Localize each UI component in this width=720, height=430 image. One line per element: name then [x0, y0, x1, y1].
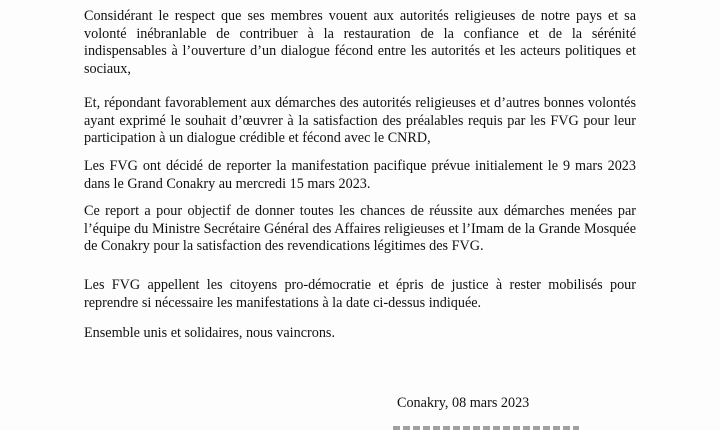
place-date: Conakry, 08 mars 2023 [397, 395, 530, 411]
paragraph-considerant: Considérant le respect que ses membres vouent aux autorités religieuses de notre pays et sa volonté inébranlable de contribuer à la restauration de la confiance et de la sérénité indispensables à l’ouverture d’un dialogue fécond entre les autorités et les acteurs politiques et sociaux, [84, 8, 636, 77]
paragraph-appel: Les FVG appellent les citoyens pro-démocratie et épris de justice à rester mobilisés pour reprendre si nécessaire les manifestations à la date ci-dessus indiquée. [84, 277, 636, 311]
paragraph-decision-report: Les FVG ont décidé de reporter la manifestation pacifique prévue initialement le 9 mars 2023 dans le Grand Conakry au mercredi 15 mars 2023. [84, 158, 636, 192]
paragraph-objectif: Ce report a pour objectif de donner toutes les chances de réussite aux démarches menées par l’équipe du Ministre Secrétaire Général des Affaires religieuses et l’Imam de la Grande Mosquée de Conakry pour la satisfaction des revendications légitimes des FVG. [84, 203, 636, 255]
cut-off-signature-line [393, 426, 579, 430]
paragraph-repondant: Et, répondant favorablement aux démarches des autorités religieuses et d’autres bonnes volontés ayant exprimé le souhait d’œuvrer à la satisfaction des préalables requis par les FVG pour leur participation à un dialogue crédible et fécond avec le CNRD, [84, 95, 636, 147]
paragraph-slogan: Ensemble unis et solidaires, nous vaincrons. [84, 325, 335, 342]
